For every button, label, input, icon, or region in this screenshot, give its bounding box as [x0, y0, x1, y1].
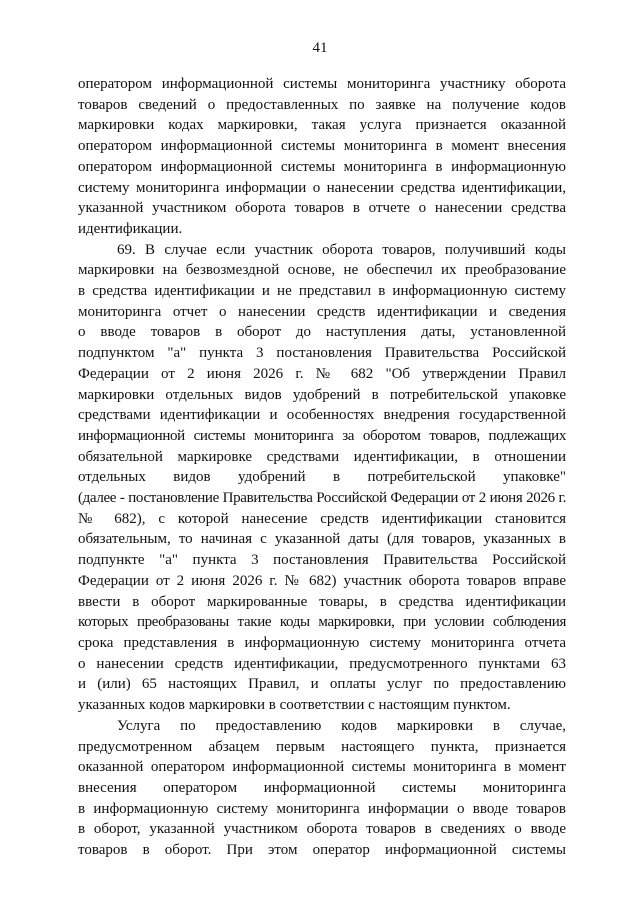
text-line: № 682), с которой нанесение средств идентификации становится	[78, 510, 566, 527]
text-line: идентификации.	[78, 220, 183, 237]
page-number: 41	[312, 40, 328, 56]
text-line: указанных кодов маркировки в соответствии с настоящим пунктом.	[78, 697, 511, 714]
paragraph-service	[78, 716, 566, 861]
paragraph-69	[78, 240, 566, 716]
text-line: 69. В случае если участник оборота товаров, получивший коды	[117, 241, 566, 258]
text-line: подпункте "а" пункта 3 постановления Правительства Российской	[78, 552, 566, 569]
text-line: которых преобразованы такие коды маркировки, при условии соблюдения	[78, 614, 566, 631]
text-line: (далее - постановление Правительства Российской Федерации от 2 июня 2026 г.	[78, 490, 566, 507]
text-line: отдельных видов удобрений в потребительской упаковке"	[78, 469, 566, 486]
text-line: указанной участником оборота товаров в отчете о нанесении средства	[78, 200, 566, 217]
text-line: в оборот, указанной участником оборота товаров в сведениях о вводе	[78, 821, 566, 838]
text-line: товаров сведений о предоставленных по заявке на получение кодов	[78, 96, 566, 113]
text-line: ввести в оборот маркированные товары, в средства идентификации	[78, 593, 566, 610]
text-line: о нанесении средств идентификации, предусмотренного пунктами 63	[78, 655, 566, 672]
text-line: средствами идентификации и особенностях внедрения государственной	[78, 407, 566, 424]
text-line: маркировки кодах маркировки, такая услуга признается оказанной	[78, 117, 566, 134]
text-line: оператором информационной системы мониторинга в момент внесения	[78, 138, 566, 155]
text-line: в средства идентификации и не представил в информационную систему	[78, 283, 566, 300]
text-line: в информационную систему мониторинга информации о вводе товаров	[78, 800, 566, 817]
text-line: подпунктом "а" пункта 3 постановления Правительства Российской	[78, 345, 566, 362]
text-line: оператором информационной системы мониторинга в информационную	[78, 158, 566, 175]
text-line: обязательной маркировке средствами идентификации, в отношении	[78, 448, 566, 465]
text-line: о вводе товаров в оборот до наступления даты, установленной	[78, 324, 566, 341]
text-line: оператором информационной системы мониторинга участнику оборота	[78, 76, 566, 92]
text-line: систему мониторинга информации о нанесении средства идентификации,	[78, 179, 566, 196]
document-body	[78, 74, 566, 861]
paragraph-1	[78, 74, 566, 240]
text-line: предусмотренном абзацем первым настоящего пункта, признается	[78, 738, 566, 755]
text-line: маркировки на безвозмездной основе, не обеспечил их преобразование	[78, 262, 566, 279]
text-line: оказанной оператором информационной системы мониторинга в момент	[78, 759, 566, 776]
text-line: Федерации от 2 июня 2026 г. № 682) участник оборота товаров вправе	[78, 572, 566, 589]
text-line: срока представления в информационную систему мониторинга отчета	[78, 634, 566, 651]
text-line: Услуга по предоставлению кодов маркировки в случае,	[117, 717, 566, 734]
text-line: внесения оператором информационной системы мониторинга	[78, 779, 566, 796]
text-line: мониторинга отчет о нанесении средств идентификации и сведения	[78, 303, 566, 320]
text-line: товаров в оборот. При этом оператор информационной системы	[78, 842, 566, 859]
text-line: и (или) 65 настоящих Правил, и оплаты услуг по предоставлению	[78, 676, 566, 693]
text-line: информационной системы мониторинга за оборотом товаров, подлежащих	[78, 427, 566, 444]
text-line: Федерации от 2 июня 2026 г. № 682 "Об утверждении Правил	[78, 365, 566, 382]
text-line: обязательным, то начиная с указанной даты (для товаров, указанных в	[78, 531, 566, 548]
text-line: маркировки отдельных видов удобрений в потребительской упаковке	[78, 386, 566, 403]
